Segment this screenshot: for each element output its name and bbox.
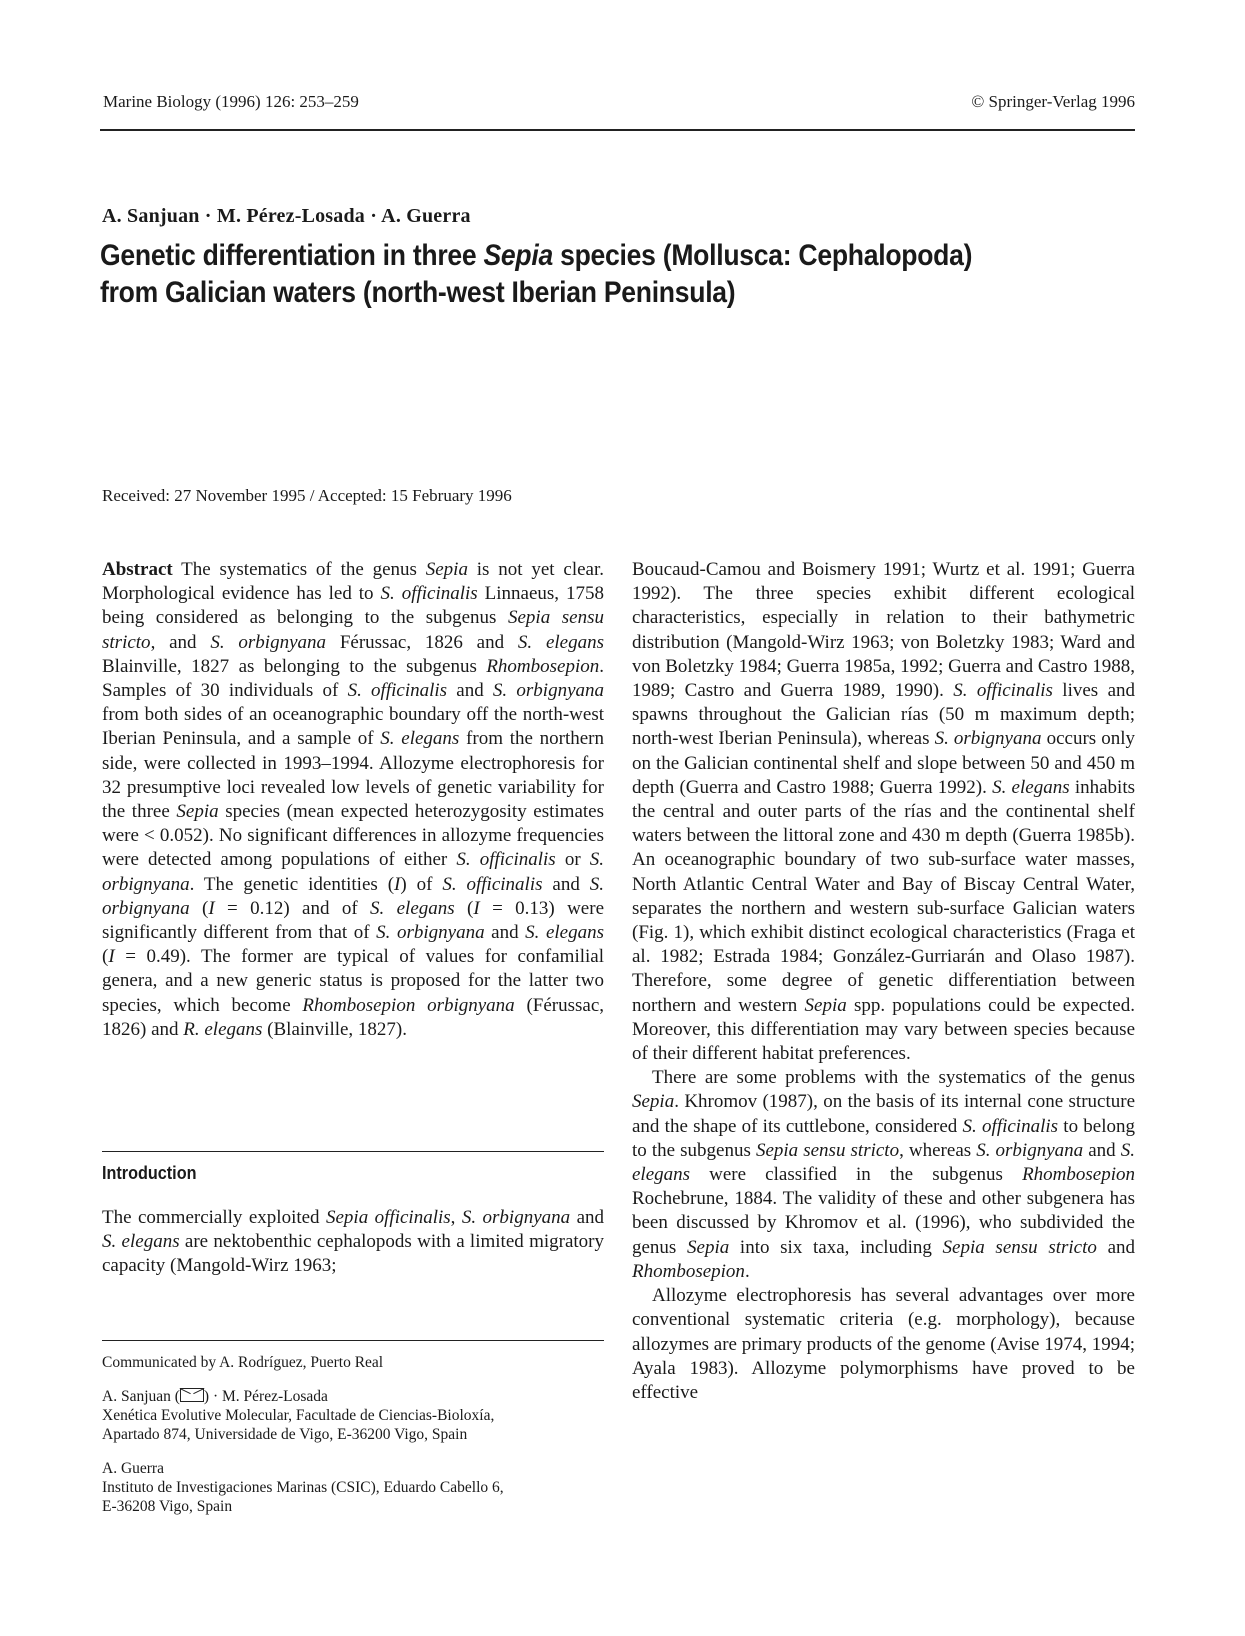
italic-term: S. orbignyana	[210, 631, 327, 653]
italic-term: S. officinalis	[962, 1115, 1059, 1137]
title-part1: Genetic differentiation in three	[100, 239, 484, 272]
italic-term: S. officinalis	[347, 680, 448, 702]
italic-term: Sepia	[632, 1091, 675, 1113]
italic-term: I	[108, 946, 115, 968]
italic-term: S. orbignyana	[102, 849, 605, 895]
italic-term: I	[473, 897, 480, 919]
abstract-text: The systematics of the genus Sepia is not yet clear. Morphological evidence has led to S. officinalis Linnaeus, 1758 being considered as belonging to the subgenus Sepia sensu stricto, and S. orbignyana Férussac, 1826 and S. elegans Blainville, 1827 as belonging to the subgenus Rhombosepion. Samples of 30 individuals of S. officinalis and S. orbignyana from both sides of an oceanographic boundary off the north-west Iberian Peninsula, and a sample of S. elegans from the northern side, were collected in 1993–1994. Allozyme electrophoresis for 32 presumptive loci revealed low levels of genetic variability for the three Sepia species (mean expected heterozygosity estimates were < 0.052). No significant differences in allozyme frequencies were detected among populations of either S. officinalis or S. orbignyana. The genetic identities (I) of S. officinalis and S. orbignyana (I = 0.12) and of S. elegans (I = 0.13) were significantly different from that of S. orbignyana and S. elegans (I = 0.49). The former are typical of values for confamilial genera, and a new generic status is proposed for the latter two species, which become Rhombosepion orbignyana (Férussac, 1826) and R. elegans (Blainville, 1827).	[102, 559, 605, 1040]
introduction-text	[102, 1206, 604, 1279]
abstract-label: Abstract	[102, 559, 173, 580]
italic-term: S. orbignyana	[492, 680, 604, 702]
italic-term: S. officinalis	[442, 873, 543, 895]
italic-term: I	[208, 897, 215, 919]
received-dates: Received: 27 November 1995 / Accepted: 15 February 1996	[102, 486, 512, 505]
italic-term: Sepia sensu stricto	[755, 1139, 900, 1161]
affiliation-2-name: A. Guerra	[102, 1460, 164, 1477]
affiliation-1-names-b: ) · M. Pérez-Losada	[203, 1388, 328, 1405]
affiliation-2	[102, 1459, 504, 1516]
communicated-by: Communicated by A. Rodríguez, Puerto Real	[102, 1354, 384, 1371]
italic-term: S. elegans	[992, 776, 1070, 798]
italic-term: Rhombosepion	[1022, 1164, 1135, 1186]
italic-term: S. elegans	[517, 631, 605, 653]
right-paragraph-1: Boucaud-Camou and Boismery 1991; Wurtz et al. 1991; Guerra 1992). The three species exhibit different ecological characteristics, especially in relation to their bathymetric distribution (Mangold-Wirz 1963; von Boletzky 1983; Ward and von Boletzky 1984; Guerra 1985a, 1992; Guerra and Castro 1988, 1989; Castro and Guerra 1989, 1990). S. officinalis lives and spawns throughout the Galician rías (50 m maximum depth; north-west Iberian Peninsula), whereas S. orbignyana occurs only on the Galician continental shelf and slope between 50 and 450 m depth (Guerra and Castro 1988; Guerra 1992). S. elegans inhabits the central and outer parts of the rías and the continental shelf waters between the littoral zone and 430 m depth (Guerra 1985b). An oceanographic boundary of two sub-surface water masses, North Atlantic Central Water and Bay of Biscay Central Water, separates the northern and western sub-surface Galician waters (Fig. 1), which exhibit distinct ecological characteristics (Fraga et al. 1982; Estrada 1984; González-Gurriarán and Olaso 1987). Therefore, some degree of genetic differentiation between northern and western Sepia spp. populations could be expected. Moreover, this differentiation may vary between species because of their different habitat preferences.	[632, 559, 1136, 1065]
header-rule	[100, 129, 1135, 131]
italic-term: S. elegans	[525, 922, 605, 944]
italic-term: S. officinalis	[456, 849, 556, 871]
title-part2: species (Mollusca: Cephalopoda)	[552, 239, 973, 272]
italic-term: S. orbignyana	[461, 1207, 571, 1228]
affiliation-1-names-a: A. Sanjuan (	[102, 1388, 180, 1405]
affiliation-1-line2: Apartado 874, Universidade de Vigo, E-36200 Vigo, Spain	[102, 1426, 468, 1443]
italic-term: Sepia	[687, 1236, 730, 1258]
italic-term: S. elegans	[632, 1139, 1135, 1186]
italic-term: Sepia officinalis	[326, 1207, 451, 1228]
affiliation-1	[102, 1387, 494, 1444]
title-genus: Sepia	[483, 239, 553, 272]
italic-term: R. elegans	[183, 1018, 263, 1040]
italic-term: S. orbignyana	[376, 922, 485, 944]
italic-term: S. orbignyana	[976, 1139, 1084, 1161]
affiliation-2-line1: Instituto de Investigaciones Marinas (CSIC), Eduardo Cabello 6,	[102, 1479, 504, 1496]
italic-term: I	[394, 873, 401, 895]
section-heading-introduction: Introduction	[102, 1163, 197, 1183]
right-column	[632, 558, 1135, 1405]
paper-title	[100, 237, 1036, 311]
italic-term: S. elegans	[380, 728, 460, 750]
italic-term: Rhombosepion orbignyana	[302, 994, 515, 1016]
italic-term: S. orbignyana	[934, 728, 1042, 750]
abstract	[102, 558, 604, 1042]
introduction-paragraph: The commercially exploited Sepia officinalis, S. orbignyana and S. elegans are nektobenthic cephalopods with a limited migratory capacity (Mangold-Wirz 1963;	[102, 1207, 605, 1277]
envelope-icon	[180, 1388, 204, 1402]
title-line2: from Galician waters (north-west Iberian Peninsula)	[100, 276, 736, 309]
affiliation-1-line1: Xenética Evolutive Molecular, Facultade de Ciencias-Bioloxía,	[102, 1407, 495, 1424]
italic-term: S. officinalis	[380, 583, 478, 605]
italic-term: Rhombosepion	[632, 1260, 745, 1282]
section-rule	[102, 1151, 604, 1152]
right-paragraph-2: There are some problems with the systematics of the genus Sepia. Khromov (1987), on the basis of its internal cone structure and the shape of its cuttlebone, considered S. officinalis to belong to the subgenus Sepia sensu stricto, whereas S. orbignyana and S. elegans were classified in the subgenus Rhombosepion Rochebrune, 1884. The validity of these and other subgenera has been discussed by Khromov et al. (1996), who subdivided the genus Sepia into six taxa, including Sepia sensu stricto and Rhombosepion.	[632, 1067, 1136, 1282]
italic-term: S. orbignyana	[102, 873, 605, 919]
journal-citation: Marine Biology (1996) 126: 253–259	[103, 92, 359, 111]
italic-term: S. officinalis	[953, 680, 1053, 702]
italic-term: Sepia	[176, 801, 219, 823]
copyright-notice: © Springer-Verlag 1996	[971, 92, 1135, 111]
italic-term: Sepia sensu stricto	[942, 1236, 1097, 1258]
italic-term: Sepia	[804, 994, 847, 1016]
italic-term: Rhombosepion	[486, 655, 600, 677]
author-list: A. Sanjuan · M. Pérez-Losada · A. Guerra	[102, 205, 471, 227]
right-paragraph-3: Allozyme electrophoresis has several advantages over more conventional systematic criteria (e.g. morphology), because allozymes are primary products of the genome (Avise 1974, 1994; Ayala 1983). Allozyme polymorphisms have proved to be effective	[632, 1285, 1136, 1403]
italic-term: Sepia	[425, 559, 468, 580]
italic-term: S. elegans	[370, 897, 455, 919]
affiliation-2-line2: E-36208 Vigo, Spain	[102, 1498, 233, 1515]
italic-term: Sepia sensu stricto	[102, 607, 604, 653]
italic-term: S. elegans	[102, 1231, 180, 1253]
footnote-rule	[102, 1340, 604, 1341]
